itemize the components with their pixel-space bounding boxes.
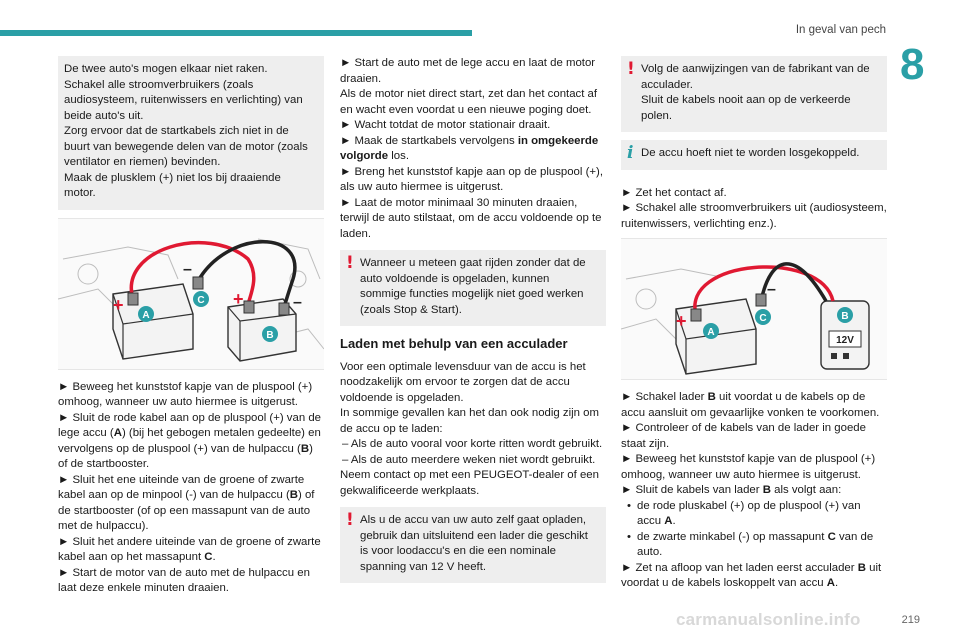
jump-start-diagram [58,219,324,369]
callout-c-label: C [197,294,205,306]
clamp [279,303,289,315]
chapter-number: 8 [900,40,925,89]
step: ► Laat de motor minimaal 30 minuten draaien, terwijl de auto stilstaat, om de accu voldoende op te laden. [340,196,602,240]
plus-label: + [676,311,687,331]
step: ► Zet na afloop van het laden eerst acculader B uit voordat u de kabels loskoppelt van accu A. [621,561,882,589]
warning-box: ! Volg de aanwijzingen van de fabrikant van de acculader. Sluit de kabels nooit aan op de verkeerde polen. [621,56,887,132]
warning-icon: ! [627,59,635,79]
section-heading: Laden met behulp van een acculader [340,336,568,351]
callout-c-label: C [759,313,767,324]
clamp [244,301,254,313]
step: ► Sluit de rode kabel aan op de pluspool (+) van de lege accu (A) (bij het gebogen metalen gedeelte) en vervolgens op de pluspool (+) van de hulpaccu (B) of de startbooster. [58,411,322,470]
step-note: Als de motor niet direct start, zet dan het contact af en wacht even voordat u een nieuwe poging doet. [340,88,598,116]
clamp [193,277,203,289]
note-line: Maak de plusklem (+) niet los bij draaiende motor. [64,171,281,199]
step: ► Schakel lader B uit voordat u de kabels op de accu aansluit om gevaarlijke vonken te voorkomen. [621,391,880,419]
step: ► Breng het kunststof kapje aan op de pluspool (+), als uw auto hiermee is uitgerust. [340,165,603,193]
page-number: 219 [901,614,920,626]
step: ► Beweeg het kunststof kapje van de pluspool (+) omhoog, wanneer uw auto hiermee is uitgerust. [58,380,313,408]
note-line: Zorg ervoor dat de startkabels zich niet in de buurt van bewegende delen van de motor (zoals ventilator en riemen) bevinden. [64,125,308,168]
step: ► Sluit het ene uiteinde van de groene of zwarte kabel aan op de minpool (-) van de hulpaccu (B) of de startbooster (of op een massapunt van de auto met de hulpaccu). [58,473,315,532]
voltage-label: 12V [836,335,854,346]
step: ► Start de motor van de auto met de hulpaccu en laat deze enkele minuten draaien. [58,566,310,594]
clamp [691,309,701,321]
bullet-item: • de rode pluskabel (+) op de pluspool (+) van accu A. [627,499,861,527]
step: ► Maak de startkabels vervolgens in omgekeerde volgorde los. [340,134,599,162]
minus-label-b: – [293,293,302,311]
body-text: In sommige gevallen kan het dan ook nodig zijn om de accu op te laden: [340,407,599,435]
step: ► Zet het contact af. [621,186,727,199]
black-cable [198,241,295,306]
clamp [128,293,138,305]
body-text: Voor een optimale levensduur van de accu is het noodzakelijk om ervoor te zorgen dat de accu voldoende is opgeladen. [340,360,586,404]
info-box: i De accu hoeft niet te worden losgekoppeld. [621,140,887,170]
warning-box: ! Als u de accu van uw auto zelf gaat opladen, gebruik dan uitsluitend een lader die geschikt is voor loodaccu's en die een nominale spanning van 12 V heeft. [340,507,606,583]
step: ► Beweeg het kunststof kapje van de pluspool (+) omhoog, wanneer uw auto hiermee is uitgerust. [621,453,876,481]
minus-label: – [767,281,776,298]
callout-a-label: A [707,327,715,338]
clamp [756,294,766,306]
step: ► Sluit de kabels van lader B als volgt aan: [621,484,842,496]
info-icon: i [627,143,634,163]
header-accent-bar [0,30,472,36]
dash-item: – Als de auto meerdere weken niet wordt gebruikt. [342,453,596,466]
step: ► Wacht totdat de motor stationair draait. [340,119,551,131]
warning-box: ! Wanneer u meteen gaat rijden zonder dat de auto voldoende is opgeladen, kunnen sommige functies mogelijk niet goed werken (zoals Stop & Start). [340,250,606,326]
column-1 [58,56,324,597]
section-title: In geval van pech [795,24,886,36]
step: ► Start de auto met de lege accu en laat de motor draaien. [340,57,596,85]
plus-label-a: + [113,294,124,315]
jump-start-illustration [58,218,324,370]
column-3 [621,56,887,592]
step: ► Sluit het andere uiteinde van de groene of zwarte kabel aan op het massapunt C. [58,535,321,563]
battery-a-shape [113,284,193,359]
warning-icon: ! [346,510,354,530]
callout-b-label: B [841,311,849,322]
dash-item: – Als de auto vooral voor korte ritten wordt gebruikt. [342,438,603,450]
minus-label-a: – [183,260,192,278]
charger-illustration [621,238,887,380]
watermark: carmanualsonline.info [676,610,861,629]
plus-label-b: + [233,288,244,309]
warning-icon: ! [346,253,354,273]
note-line: De twee auto's mogen elkaar niet raken. [64,63,268,75]
body-text: Neem contact op met een PEUGEOT-dealer of een gekwalificeerde werkplaats. [340,469,599,497]
column-2 [340,56,606,591]
step: ► Schakel alle stroomverbruikers uit (audiosysteem, ruitenwissers, verlichting enz.). [621,202,887,230]
note-line: Schakel alle stroomverbruikers (zoals audiosysteem, ruitenwissers en verlichting) van beide auto's uit. [64,78,303,122]
callout-b-label: B [266,329,274,341]
bullet-item: • de zwarte minkabel (-) op massapunt C van de auto. [627,530,874,558]
charger-diagram [621,239,887,379]
note-box [58,56,324,210]
callout-a-label: A [142,309,150,321]
step: ► Controleer of de kabels van de lader in goede staat zijn. [621,422,866,450]
